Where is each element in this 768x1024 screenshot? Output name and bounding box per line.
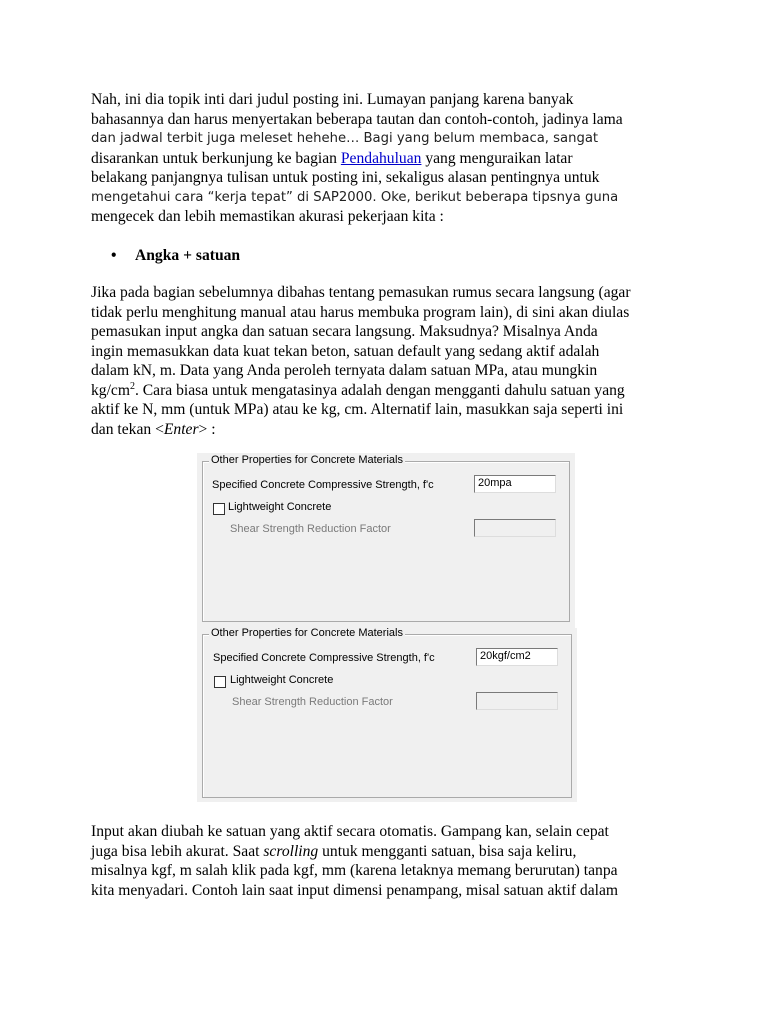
- concrete-dialog-2: [197, 628, 577, 802]
- bullet-heading-text: Angka + satuan: [135, 247, 241, 264]
- group-title-1: Other Properties for Concrete Materials: [211, 454, 403, 466]
- shear-label-1: Shear Strength Reduction Factor: [230, 523, 391, 535]
- intro-line-4-end: yang menguraikan latar: [421, 149, 573, 167]
- pendahuluan-link[interactable]: Pendahuluan: [340, 149, 422, 167]
- bullet-heading: [111, 246, 240, 265]
- closing-line-2-end: untuk mengganti satuan, bisa saja keliru,: [318, 842, 577, 860]
- closing-line-2: [91, 842, 691, 862]
- intro-paragraph: [91, 90, 691, 227]
- shear-input-2[interactable]: [476, 692, 558, 710]
- strength-label-2: Specified Concrete Compressive Strength, f'c: [213, 652, 435, 664]
- intro-line-6: mengetahui cara “kerja tepat” di SAP2000. Oke, berikut beberapa tipsnya guna: [91, 189, 619, 205]
- intro-line-5: belakang panjangnya tulisan untuk posting ini, sekaligus alasan pentingnya untuk: [91, 169, 600, 186]
- intro-line-1: Nah, ini dia topik inti dari judul posting ini. Lumayan panjang karena banyak: [91, 91, 574, 108]
- strength-input-2[interactable]: 20kgf/cm2: [476, 648, 558, 666]
- group-title-2: Other Properties for Concrete Materials: [211, 627, 403, 639]
- concrete-group-1: [202, 454, 570, 622]
- closing-line-3: misalnya kgf, m salah klik pada kgf, mm (karena letaknya memang berurutan) tanpa: [91, 862, 618, 879]
- closing-line-4: kita menyadari. Contoh lain saat input dimensi penampang, misal satuan aktif dalam: [91, 881, 619, 899]
- unit-superscript: 2: [129, 380, 135, 392]
- shear-input-1[interactable]: [474, 519, 556, 537]
- lightweight-label-1: Lightweight Concrete: [228, 501, 332, 513]
- closing-line-2-start: juga bisa lebih akurat. Saat: [91, 842, 264, 860]
- section-line-7: aktif ke N, mm (untuk MPa) atau ke kg, cm. Alternatif lain, masukkan saja seperti ini: [91, 401, 624, 418]
- bullet-marker: •: [111, 247, 117, 264]
- section-line-3: pemasukan input angka dan satuan secara langsung. Maksudnya? Misalnya Anda: [91, 323, 598, 340]
- strength-label-1: Specified Concrete Compressive Strength, f'c: [212, 479, 434, 491]
- section-paragraph: [91, 283, 691, 439]
- lightweight-label-2: Lightweight Concrete: [230, 674, 334, 686]
- section-line-6-rest: . Cara biasa untuk mengatasinya adalah dengan mengganti dahulu satuan yang: [134, 381, 625, 399]
- strength-input-1[interactable]: 20mpa: [474, 475, 556, 493]
- unit-kgcm: kg/cm: [91, 381, 130, 399]
- shear-label-2: Shear Strength Reduction Factor: [232, 696, 393, 708]
- section-line-5: dalam kN, m. Data yang Anda peroleh ternyata dalam satuan MPa, atau mungkin: [91, 362, 598, 379]
- concrete-dialog-1: [197, 453, 575, 628]
- intro-line-3: dan jadwal terbit juga meleset hehehe… Bagi yang belum membaca, sangat: [91, 131, 599, 146]
- intro-line-4-start: disarankan untuk berkunjung ke bagian: [91, 149, 341, 167]
- concrete-group-2: [202, 627, 572, 798]
- section-line-2: tidak perlu menghitung manual atau harus membuka program lain), di sini akan diulas: [91, 303, 630, 321]
- closing-paragraph: [91, 822, 691, 900]
- section-line-6: [91, 381, 691, 401]
- lightweight-checkbox-2[interactable]: [214, 676, 226, 688]
- section-line-1: Jika pada bagian sebelumnya dibahas tentang pemasukan rumus secara langsung (agar: [91, 284, 631, 301]
- enter-key-text: Enter: [163, 420, 199, 438]
- section-line-8-end: > :: [198, 420, 216, 438]
- intro-line-7: mengecek dan lebih memastikan akurasi pekerjaan kita :: [91, 208, 444, 225]
- closing-line-1: Input akan diubah ke satuan yang aktif secara otomatis. Gampang kan, selain cepat: [91, 823, 609, 840]
- section-line-4: ingin memasukkan data kuat tekan beton, satuan default yang sedang aktif adalah: [91, 342, 600, 360]
- intro-line-4: [91, 149, 691, 169]
- section-line-8-start: dan tekan <: [91, 420, 164, 438]
- section-line-8: [91, 420, 691, 440]
- intro-line-2: bahasannya dan harus menyertakan beberapa tautan dan contoh-contoh, jadinya lama: [91, 110, 623, 128]
- lightweight-checkbox-1[interactable]: [213, 503, 225, 515]
- scrolling-text: scrolling: [263, 842, 319, 860]
